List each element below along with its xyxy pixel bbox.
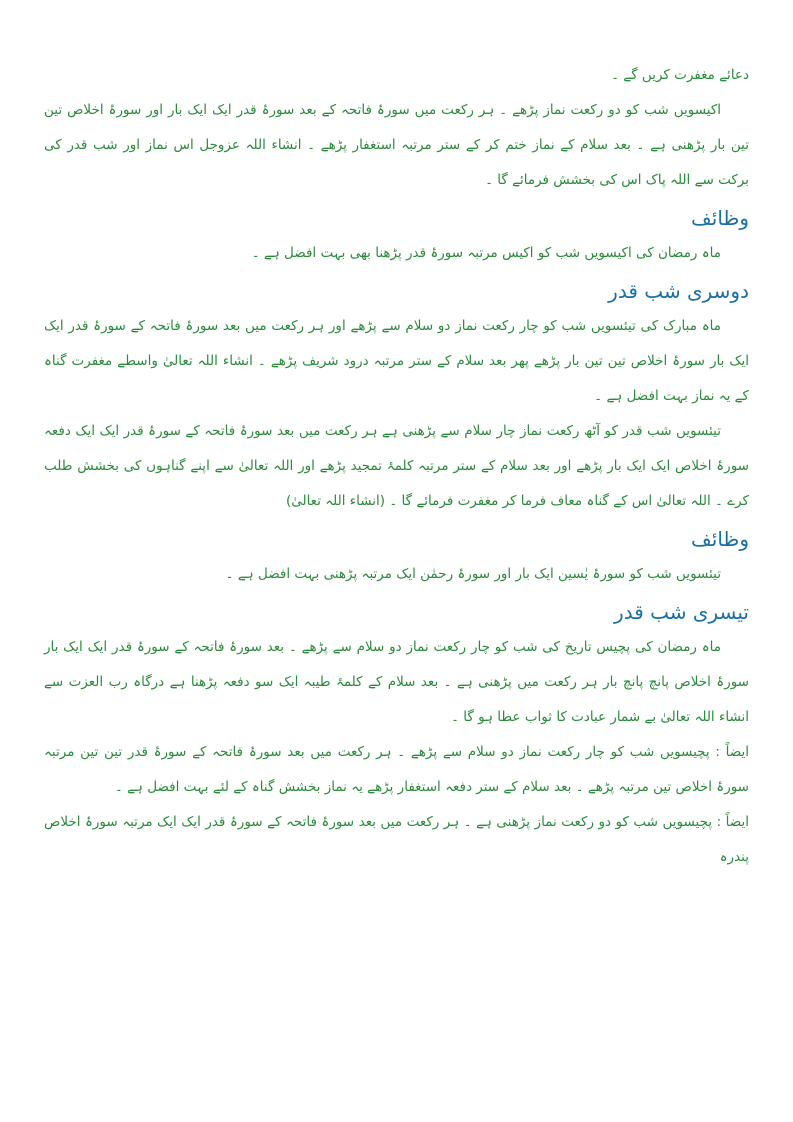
paragraph-8: ایضاً : پچیسویں شب کو چار رکعت نماز دو سلام سے پڑھے ۔ ہر رکعت میں بعد سورۂ فاتحہ کے سورۂ قدر تین تین مرتبہ سورۂ اخلاص تین مرتبہ پڑھے ۔ بعد سلام کے ستر دفعہ استغفار پڑھے یہ نماز بخشش گناہ کے لئے بہت افضل ہے ۔	[44, 744, 749, 795]
paragraph-3: ماہ رمضان کی اکیسویں شب کو اکیس مرتبہ سورۂ قدر پڑھنا بھی بہت افضل ہے ۔	[251, 245, 721, 261]
paragraph-6: تیئسویں شب کو سورۂ یٰسین ایک بار اور سورۂ رحمٰن ایک مرتبہ پڑھنی بہت افضل ہے ۔	[225, 566, 721, 582]
paragraph-2: اکیسویں شب کو دو رکعت نماز پڑھے ۔ ہر رکعت میں سورۂ فاتحہ کے بعد سورۂ قدر ایک ایک بار اور سورۂ اخلاص تین تین بار پڑھنی ہے ۔ بعد سلام کے نماز ختم کر کے ستر مرتبہ استغفار پڑھے ۔ انشاء اللہ عزوجل اس نماز اور شب قدر کی برکت سے اللہ پاک اس کی بخشش فرمائے گا ۔	[44, 102, 749, 188]
heading-wazaif-2: وظائف	[691, 527, 749, 551]
paragraph-9: ایضاً : پچیسویں شب کو دو رکعت نماز پڑھنی ہے ۔ ہر رکعت میں بعد سورۂ فاتحہ کے سورۂ قدر ایک ایک مرتبہ سورۂ اخلاص پندرہ	[44, 814, 749, 865]
paragraph-4: ماہ مبارک کی تیئسویں شب کو چار رکعت نماز دو سلام سے پڑھے اور ہر رکعت میں بعد سورۂ فاتحہ کے سورۂ قدر ایک ایک بار سورۂ اخلاص تین تین بار پڑھے پھر بعد سلام کے ستر مرتبہ درود شریف پڑھے ۔ انشاء اللہ تعالیٰ واسطے مغفرت گناہ کے یہ نماز بہت افضل ہے ۔	[44, 318, 749, 404]
paragraph-7: ماہ رمضان کی پچیس تاریخ کی شب کو چار رکعت نماز دو سلام سے پڑھے ۔ بعد سورۂ فاتحہ کے سورۂ قدر ایک ایک بار سورۂ اخلاص پانچ پانچ بار ہر رکعت میں پڑھنی ہے ۔ بعد سلام کے کلمۂ طیبہ ایک سو دفعہ پڑھنا ہے درگاہ رب العزت سے انشاء اللہ تعالیٰ بے شمار عبادت کا ثواب عطا ہو گا ۔	[44, 639, 749, 725]
heading-wazaif-1: وظائف	[691, 206, 749, 230]
heading-teesri-shab-qadr: تیسری شب قدر	[614, 600, 749, 624]
paragraph-5: تیئسویں شب قدر کو آٹھ رکعت نماز چار سلام سے پڑھنی ہے ہر رکعت میں بعد سورۂ فاتحہ کے سورۂ قدر ایک ایک دفعہ سورۂ اخلاص ایک ایک بار پڑھے اور بعد سلام کے ستر مرتبہ کلمۂ تمجید پڑھے اور اللہ تعالیٰ سے اپنے گناہوں کی بخشش طلب کرے ۔ اللہ تعالیٰ اس کے گناہ معاف فرما کر مغفرت فرمائے گا ۔ (انشاء اللہ تعالیٰ)	[44, 423, 749, 509]
heading-doosri-shab-qadr: دوسری شب قدر	[608, 279, 749, 303]
paragraph-1: دعائے مغفرت کریں گے ۔	[611, 67, 749, 83]
